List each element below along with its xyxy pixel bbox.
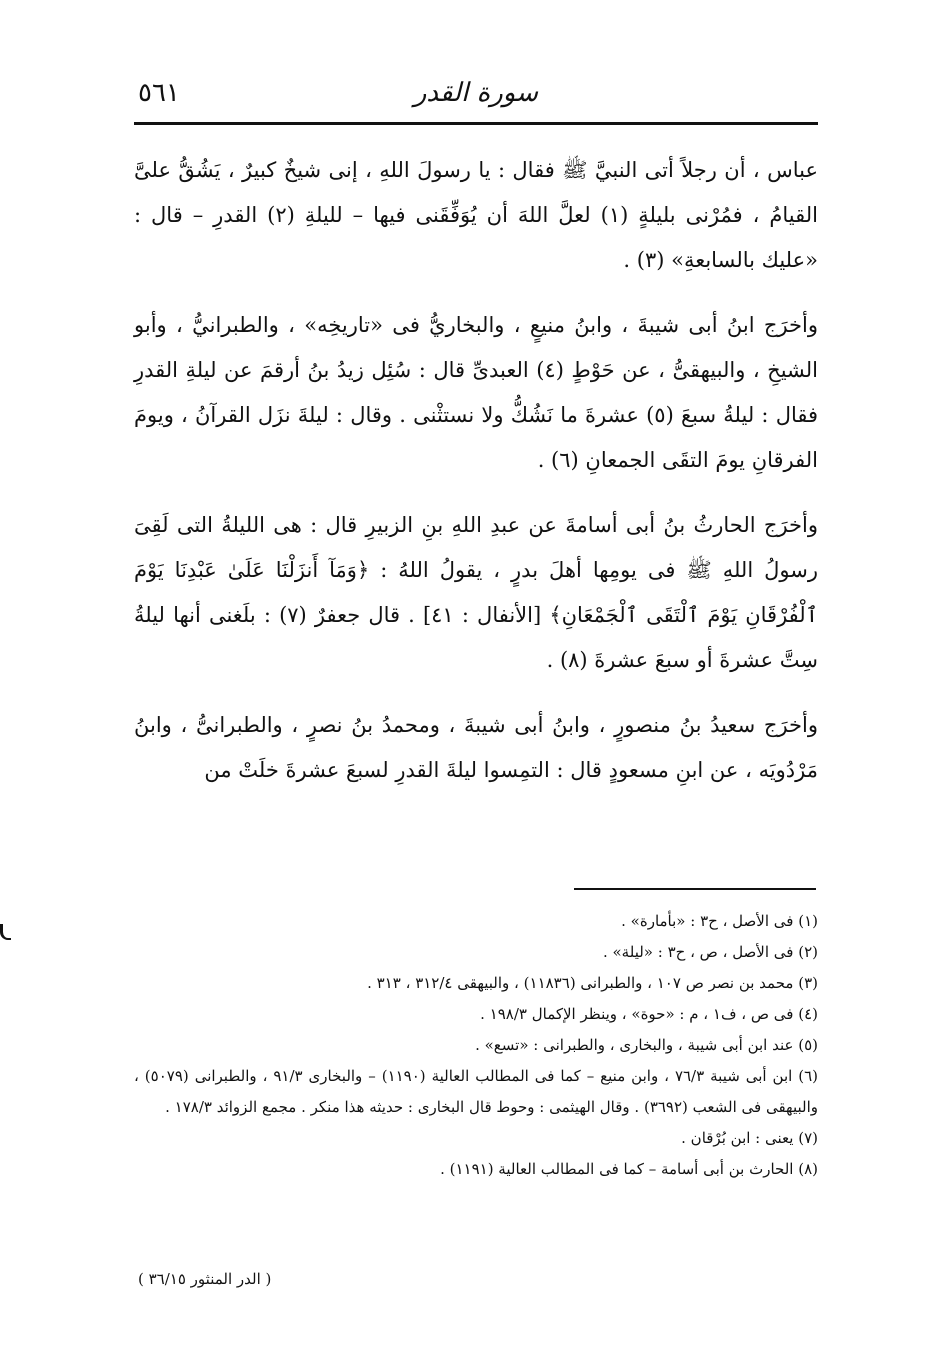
header-divider bbox=[134, 122, 818, 125]
footnote: (٧) يعنى : ابن بُرْقان . bbox=[681, 1129, 818, 1147]
footnote: (٣) محمد بن نصر ص ١٠٧ ، والطبرانى (١١٨٣٦) ، والبيهقى ٣١٢/٤ ، ٣١٣ . bbox=[367, 974, 818, 992]
footnote: (٤) فى ص ، ف١ ، م : «حوة» ، وينظر الإكمال ١٩٨/٣ . bbox=[480, 1005, 818, 1023]
margin-mark bbox=[0, 924, 11, 940]
footnote: (١) فى الأصل ، ح٣ : «بأمارة» . bbox=[621, 912, 818, 930]
footnote: (٢) فى الأصل ، ص ، ح٣ : «ليلة» . bbox=[602, 943, 818, 961]
paragraph: وأخرَج سعيدُ بنُ منصورٍ ، وابنُ أبى شيبةَ ، ومحمدُ بنُ نصرٍ ، والطبرانىُّ ، وابنُ مَرْدُويَه ، عن ابنِ مسعودٍ قال : التمِسوا ليلةَ القدرِ لسبعَ عشرةَ خلَتْ من bbox=[134, 713, 818, 782]
footnote: (٥) عند ابن أبى شيبة ، والبخارى ، والطبرانى : «تسع» . bbox=[475, 1036, 818, 1054]
main-text bbox=[134, 148, 818, 793]
footnote: (٦) ابن أبى شيبة ٧٦/٣ ، وابن منيع – كما فى المطالب العالية (١١٩٠) – والبخارى ٩١/٣ ، والطبرانى (٥٠٧٩) ، والبيهقى فى الشعب (٣٦٩٢) . وقال الهيثمى : وحوط قال البخارى : حديثه هذا منكر . مجمع الزوائد ١٧٨/٣ . bbox=[134, 1067, 819, 1116]
footnote: (٨) الحارث بن أبى أسامة – كما فى المطالب العالية (١١٩١) . bbox=[440, 1160, 818, 1178]
running-title: سورة القدر bbox=[413, 78, 538, 108]
footnote-divider bbox=[574, 888, 816, 890]
running-header bbox=[138, 72, 818, 112]
page-number: ٥٦١ bbox=[138, 78, 180, 108]
paragraph: عباس ، أن رجلاً أتى النبيَّ ﷺ فقال : يا رسولَ اللهِ ، إنى شيخٌ كبيرٌ ، يَشُقُّ علىَّ القيامُ ، فمُرْنى بليلةٍ (١) لعلَّ اللهَ أن يُوَفِّقَنى فيها – لليلةِ (٢) القدرِ – قال : «عليك بالسابعةِ» (٣) . bbox=[134, 158, 819, 272]
paragraph: وأخرَج الحارثُ بنُ أبى أسامةَ عن عبدِ اللهِ بنِ الزبيرِ قال : هى الليلةُ التى لَقِىَ رسولُ اللهِ ﷺ فى يومِها أهلَ بدرٍ ، يقولُ اللهُ : ﴿وَمَآ أَنزَلْنَا عَلَىٰ عَبْدِنَا يَوْمَ ٱلْفُرْقَانِ يَوْمَ ٱلْتَقَى ٱلْجَمْعَانِ﴾ [الأنفال : ٤١] . قال جعفرٌ (٧) : بلَغنى أنها ليلةُ سِتَّ عشرةَ أو سبعَ عشرةَ (٨) . bbox=[134, 513, 818, 672]
paragraph: وأخرَج ابنُ أبى شيبةَ ، وابنُ منيعٍ ، والبخاريُّ فى «تاريخِه» ، والطبرانيُّ ، وأبو الشيخِ ، والبيهقىُّ ، عن حَوْطٍ (٤) العبدىِّ قال : سُئِل زيدُ بنُ أرقمَ عن ليلةِ القدرِ فقال : ليلةُ سبعَ (٥) عشرةَ ما نَشُكُّ ولا نستثْنى . وقال : ليلةَ نزَل القرآنُ ، ويومَ الفرقانِ يومَ التقَى الجمعانِ (٦) . bbox=[134, 313, 819, 472]
source-reference: ( الدر المنثور ٣٦/١٥ ) bbox=[138, 1270, 272, 1288]
footnotes bbox=[134, 906, 818, 1185]
